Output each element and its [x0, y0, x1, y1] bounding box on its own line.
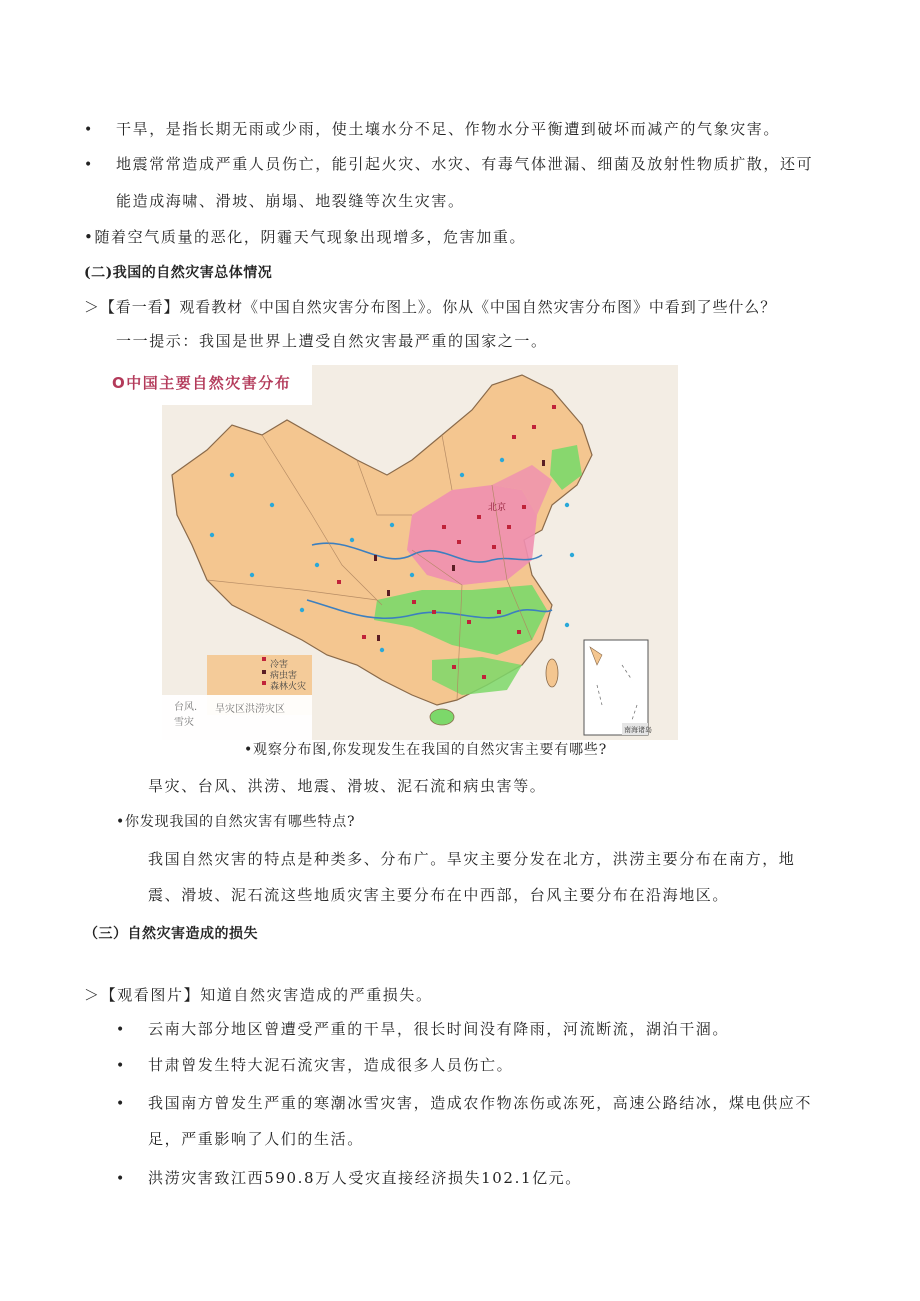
legend-bottom-drought-flood: 旱灾区洪涝灾区: [215, 704, 285, 715]
legend-item: 冷害: [270, 660, 289, 670]
bullet-dot: •: [116, 1058, 125, 1074]
look-pictures-prompt: ＞【观看图片】知道自然灾害造成的严重损失。: [84, 986, 433, 1004]
earthquake-text-line1: 地震常常造成严重人员伤亡，能引起火灾、水灾、有毒气体泄漏、细菌及放射性物质扩散，还可: [116, 155, 814, 173]
legend-item: 病虫害: [270, 671, 298, 681]
china-disaster-map: [112, 365, 678, 740]
loss-gansu: 甘肃曾发生特大泥石流灾害，造成很多人员伤亡。: [148, 1056, 514, 1074]
map-graphic: [112, 365, 678, 740]
loss-jiangxi: 洪涝灾害致江西590.8万人受灾直接经济损失102.1亿元。: [148, 1169, 582, 1187]
hainan-island: [430, 709, 454, 725]
answer-1: 旱灾、台风、洪涝、地震、滑坡、泥石流和病虫害等。: [148, 777, 547, 795]
bullet-dot: •: [116, 1096, 125, 1112]
section-heading-overall: (二)我国的自然灾害总体情况: [84, 265, 273, 281]
bullet-dot: •: [84, 157, 93, 173]
bullet-dot: •: [116, 1171, 125, 1187]
loss-south-line2: 足，严重影响了人们的生活。: [148, 1130, 364, 1148]
legend-bottom-typhoon: 台风.: [174, 702, 198, 713]
haze-text: •随着空气质量的恶化，阴霾天气现象出现增多，危害加重。: [84, 228, 527, 246]
map-title: O中国主要自然灾害分布: [112, 374, 292, 392]
label-beijing: 北京: [488, 503, 507, 513]
inset-label: 南海诸岛: [624, 726, 652, 734]
section-heading-losses: （三）自然灾害造成的损失: [84, 926, 258, 942]
look-prompt: ＞【看一看】观看教材《中国自然灾害分布图上》。你从《中国自然灾害分布图》中看到了些什么？: [84, 298, 777, 316]
hint-text: 一一提示：我国是世界上遭受自然灾害最严重的国家之一。: [116, 332, 548, 350]
bullet-dot: •: [84, 122, 93, 138]
loss-yunnan: 云南大部分地区曾遭受严重的干旱，很长时间没有降雨，河流断流，湖泊干涸。: [148, 1020, 730, 1038]
question-2: •你发现我国的自然灾害有哪些特点?: [116, 814, 356, 830]
question-1: •观察分布图,你发现发生在我国的自然灾害主要有哪些?: [244, 742, 608, 758]
bullet-dot: •: [116, 1022, 125, 1038]
answer-2-line1: 我国自然灾害的特点是种类多、分布广。旱灾主要分发在北方，洪涝主要分布在南方，地: [148, 850, 796, 868]
legend-bottom-snow: 雪灾: [174, 717, 194, 728]
answer-2-line2: 震、滑坡、泥石流这些地质灾害主要分布在中西部，台风主要分布在沿海地区。: [148, 886, 730, 904]
taiwan-island: [546, 659, 558, 687]
legend-item: 森林火灾: [270, 682, 307, 692]
drought-definition: 干旱，是指长期无雨或少雨，使土壤水分不足、作物水分平衡遭到破坏而减产的气象灾害。: [116, 120, 781, 138]
earthquake-text-line2: 能造成海啸、滑坡、崩塌、地裂缝等次生灾害。: [116, 192, 465, 210]
loss-south-line1: 我国南方曾发生严重的寒潮冰雪灾害，造成农作物冻伤或冻死，高速公路结冰，煤电供应不: [148, 1094, 813, 1112]
